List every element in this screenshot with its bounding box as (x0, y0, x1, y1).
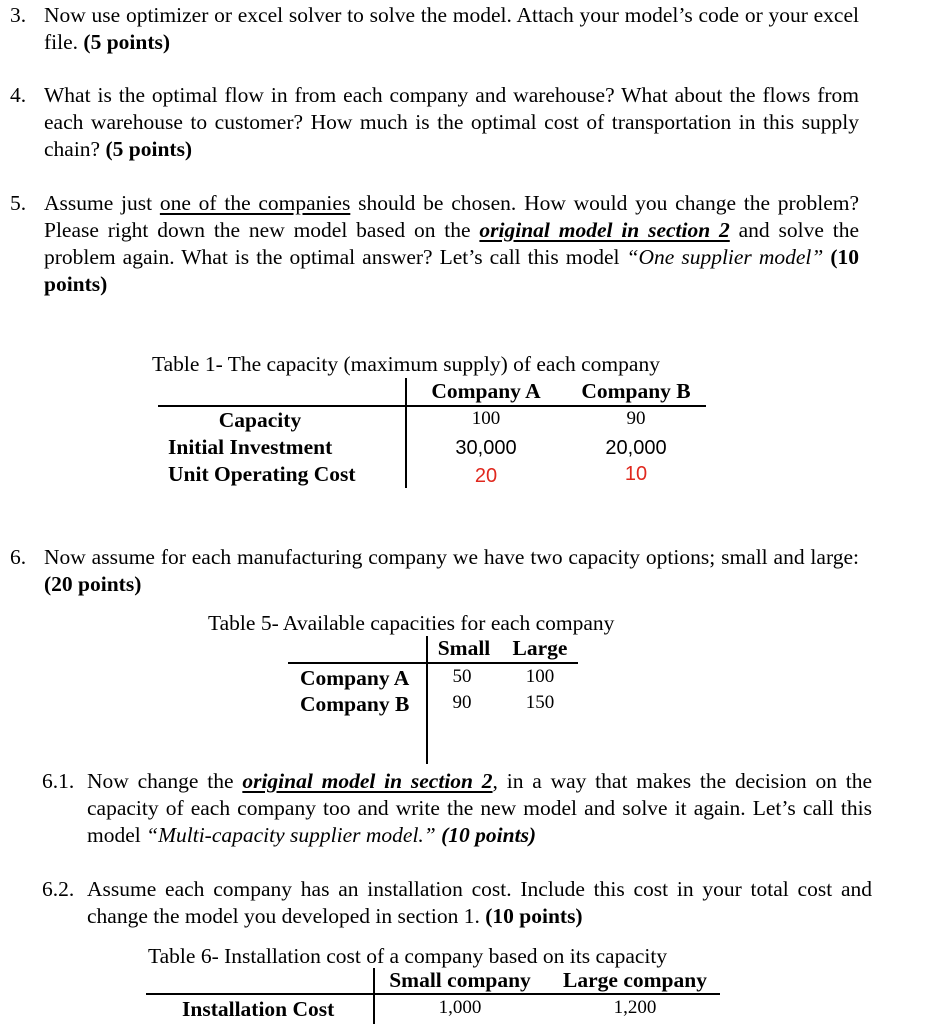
question-number: 6.2. (42, 877, 75, 901)
table6-vertical-rule (373, 968, 375, 1024)
question-text: Assume just (44, 191, 153, 215)
points-label: (20 points) (44, 572, 142, 596)
table1-header-rule (158, 405, 706, 407)
points-label: (5 points) (83, 30, 171, 54)
table1-cell: 90 (626, 408, 646, 429)
table6-col-large: Large company (563, 968, 707, 992)
table1-col-a: Company A (431, 379, 541, 403)
table5-vertical-rule (426, 636, 428, 764)
table1-row-label: Unit Operating Cost (168, 462, 356, 486)
question-text: and solve the problem again. What is the optimal answer? Let’s call this model (44, 218, 859, 269)
question-4 (10, 82, 940, 163)
question-6-2 (42, 876, 872, 930)
table1-col-b: Company B (581, 379, 691, 403)
question-6-1 (42, 768, 872, 849)
points-label: (10 points) (485, 904, 583, 928)
table5-row-label: Company A (300, 666, 410, 690)
table5-col-large: Large (512, 636, 568, 660)
points-label: (5 points) (105, 137, 193, 161)
table6-col-small: Small company (389, 968, 531, 992)
question-text: Now assume for each manufacturing company we have two capacity options; small and large: (44, 545, 859, 569)
points-label: (10 points) (44, 245, 860, 296)
table5-col-small: Small (437, 636, 491, 660)
model-name: “Multi-capacity supplier model.” (146, 823, 436, 847)
table1-vertical-rule (405, 378, 407, 488)
question-text: What is the optimal flow in from each company and warehouse? What about the flows from each warehouse to customer? How much is the optimal cost of transportation in this supply chain? (44, 83, 859, 161)
question-text: Now change the (87, 769, 234, 793)
points-label: (10 points) (441, 823, 537, 847)
table5-row-label: Company B (300, 692, 410, 716)
question-text: should be chosen. How would you change the problem? Please right down the new model based on the (44, 191, 859, 242)
question-6 (10, 544, 940, 598)
table5-cell: 90 (452, 692, 472, 713)
underlined-phrase: one of the companies (159, 191, 351, 215)
question-text: Assume each company has an installation cost. Include this cost in your total cost and change the model you developed in section 1. (87, 877, 872, 928)
table5-cell: 50 (452, 666, 472, 687)
question-number: 4. (10, 83, 27, 107)
table5-header-rule (288, 662, 578, 664)
table1-row-label: Capacity (218, 408, 302, 432)
section-reference: original model in section 2 (479, 218, 730, 242)
question-number: 6.1. (42, 769, 75, 793)
table1-cell: 30,000 (455, 437, 517, 459)
question-number: 3. (10, 3, 27, 27)
section-reference: original model in section 2 (242, 769, 493, 793)
table6-row-label: Installation Cost (182, 997, 335, 1021)
table6-header-rule (146, 993, 720, 995)
question-number: 6. (10, 545, 27, 569)
table1-cell-highlight: 20 (474, 465, 498, 487)
table6-cell: 1,200 (613, 997, 657, 1018)
table1-cell: 100 (471, 408, 501, 429)
question-text: , in a way that makes the decision on the capacity of each company too and write the new model and solve it again. Let’s call this model (87, 769, 872, 847)
table1-cell: 20,000 (605, 437, 667, 459)
table6-cell: 1,000 (438, 997, 482, 1018)
table5-cell: 100 (525, 666, 555, 687)
question-number: 5. (10, 191, 27, 215)
table1-caption: Table 1- The capacity (maximum supply) of each company (152, 352, 660, 376)
table5-caption: Table 5- Available capacities for each company (208, 611, 615, 635)
question-5 (10, 190, 940, 298)
table1-cell-highlight: 10 (624, 463, 648, 485)
question-3 (10, 2, 940, 56)
model-name: “One supplier model” (626, 245, 824, 269)
question-text: Now use optimizer or excel solver to solve the model. Attach your model’s code or your excel file. (44, 3, 859, 54)
table6-caption: Table 6- Installation cost of a company based on its capacity (148, 944, 668, 968)
table1-row-label: Initial Investment (168, 435, 333, 459)
table5-cell: 150 (525, 692, 555, 713)
